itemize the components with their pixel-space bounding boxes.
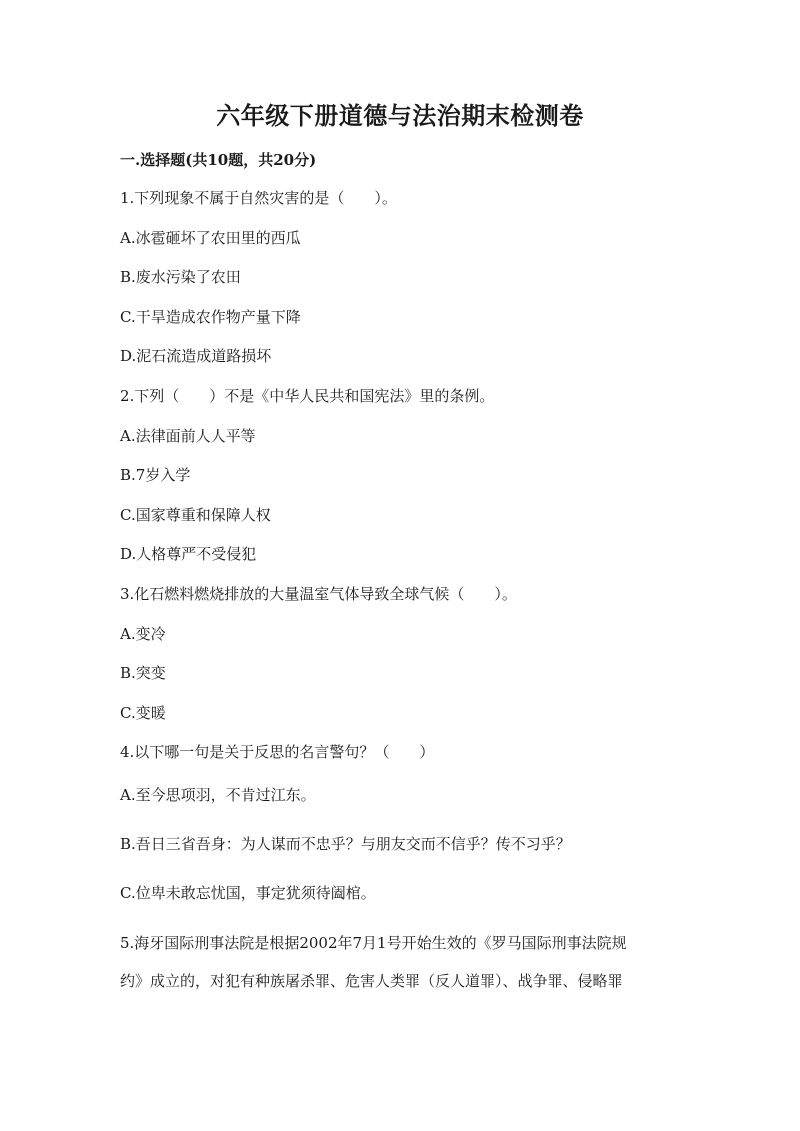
question-4-option-a: A.至今思项羽，不肯过江东。: [120, 786, 316, 804]
question-2-option-c: C.国家尊重和保障人权: [120, 506, 271, 524]
question-2-option-b: B.7岁入学: [120, 466, 191, 484]
question-4: 4.以下哪一句是关于反思的名言警句？（ ）: [120, 743, 435, 761]
page-title: 六年级下册道德与法治期末检测卷: [216, 101, 584, 130]
question-3-option-c: C.变暖: [120, 704, 166, 722]
question-4-option-b: B.吾日三省吾身：为人谋而不忠乎？与朋友交而不信乎？传不习乎？: [120, 835, 571, 853]
question-1-option-b: B.废水污染了农田: [120, 268, 241, 286]
question-2: 2.下列（ ）不是《中华人民共和国宪法》里的条例。: [120, 387, 495, 405]
question-5-line-2: 约》成立的，对犯有种族屠杀罪、危害人类罪（反人道罪）、战争罪、侵略罪: [120, 972, 623, 990]
section-heading: 一.选择题(共10题，共20分): [120, 151, 317, 169]
question-3-option-b: B.突变: [120, 664, 166, 682]
question-1-option-c: C.干旱造成农作物产量下降: [120, 308, 301, 326]
question-5-line-1: 5.海牙国际刑事法院是根据2002年7月1号开始生效的《罗马国际刑事法院规: [120, 934, 627, 952]
question-2-option-a: A.法律面前人人平等: [120, 427, 256, 445]
question-1-option-d: D.泥石流造成道路损坏: [120, 347, 272, 365]
question-2-option-d: D.人格尊严不受侵犯: [120, 545, 257, 563]
question-3: 3.化石燃料燃烧排放的大量温室气体导致全球气候（ ）。: [120, 585, 517, 603]
question-3-option-a: A.变冷: [120, 625, 166, 643]
question-1-option-a: A.冰雹砸坏了农田里的西瓜: [120, 229, 301, 247]
question-1: 1.下列现象不属于自然灾害的是（ ）。: [120, 189, 397, 207]
question-4-option-c: C.位卑未敢忘忧国，事定犹须待阖棺。: [120, 884, 376, 902]
